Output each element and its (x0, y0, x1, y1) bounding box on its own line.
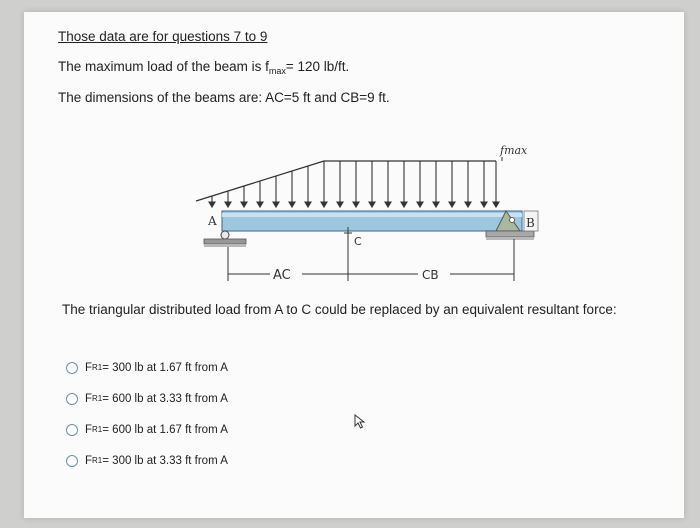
label-cb: CB (422, 268, 439, 282)
option-3[interactable] (66, 414, 228, 445)
question-text: The triangular distributed load from A to C could be replaced by an equivalent resultant force: (62, 302, 617, 317)
support-a (204, 231, 246, 246)
option-text: = 600 lb at 3.33 ft from A (102, 392, 228, 405)
load-prefix: The maximum load of the beam is f (58, 59, 269, 74)
option-text: = 600 lb at 1.67 ft from A (102, 423, 228, 436)
option-prefix: F (85, 361, 93, 374)
label-ac: AC (273, 268, 291, 283)
radio-button[interactable] (66, 393, 78, 405)
option-2[interactable] (66, 383, 228, 414)
option-1[interactable] (66, 352, 228, 383)
fmax-label: fmax (500, 144, 528, 157)
option-subscript: R1 (92, 456, 103, 465)
option-text: = 300 lb at 3.33 ft from A (102, 454, 228, 467)
option-prefix: F (85, 423, 93, 436)
option-subscript: R1 (92, 363, 103, 372)
load-suffix: = 120 lb/ft. (285, 59, 350, 74)
option-prefix: F (85, 392, 93, 405)
mouse-cursor-icon (354, 414, 366, 430)
option-4[interactable] (66, 445, 228, 476)
label-c: C (354, 235, 362, 248)
option-subscript: R1 (92, 394, 103, 403)
load-statement (58, 59, 349, 76)
option-prefix: F (85, 454, 93, 467)
load-subscript: max (268, 66, 286, 76)
question-card (24, 12, 684, 518)
label-b: B (526, 216, 535, 230)
option-text: = 300 lb at 1.67 ft from A (102, 361, 228, 374)
answer-options (66, 352, 228, 476)
section-title: Those data are for questions 7 to 9 (58, 29, 268, 44)
radio-button[interactable] (66, 455, 78, 467)
dimensions-statement: The dimensions of the beams are: AC=5 ft and CB=9 ft. (58, 90, 390, 105)
option-subscript: R1 (92, 425, 103, 434)
label-a: A (208, 214, 217, 228)
radio-button[interactable] (66, 424, 78, 436)
beam-highlight (222, 213, 522, 217)
radio-button[interactable] (66, 362, 78, 374)
load-arrows (209, 161, 499, 207)
beam-diagram (174, 117, 554, 287)
